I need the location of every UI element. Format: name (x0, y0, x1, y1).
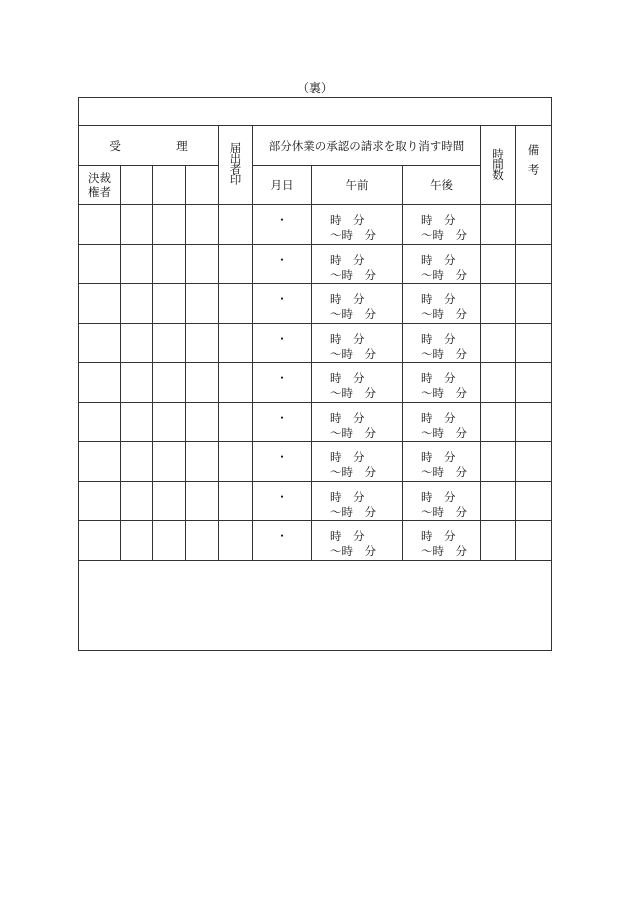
am-time-cell[interactable] (312, 284, 403, 324)
receipt-cell[interactable] (153, 481, 186, 521)
receipt-cell[interactable] (121, 284, 153, 324)
pm-time-cell[interactable] (403, 363, 481, 403)
receipt-cell[interactable] (186, 244, 219, 284)
am-end-time: ～時 分 (330, 465, 376, 479)
pm-time-cell[interactable] (403, 205, 481, 245)
receipt-cell[interactable] (186, 442, 219, 482)
am-start-time: 時 分 (330, 450, 365, 464)
approver-stamp-cell[interactable] (121, 166, 153, 205)
pm-start-time: 時 分 (421, 252, 456, 267)
applicant-seal-cell[interactable] (219, 363, 253, 403)
pm-start-time: 時 分 (421, 489, 456, 504)
pm-end-time: ～時 分 (421, 386, 467, 400)
month-day-separator: ・ (276, 529, 288, 543)
pm-end-time: ～時 分 (421, 307, 467, 321)
month-day-cell[interactable] (253, 284, 312, 324)
pm-header: 午後 (403, 166, 481, 205)
month-day-separator: ・ (276, 331, 288, 346)
receipt-label-a: 受 (109, 138, 121, 153)
receipt-cell[interactable] (186, 205, 219, 245)
hours-cell[interactable] (481, 244, 516, 284)
month-day-separator: ・ (276, 371, 288, 385)
pm-start-time: 時 分 (421, 331, 456, 346)
hours-cell[interactable] (481, 323, 516, 363)
cancel-partial-leave-form (78, 97, 552, 651)
pm-time-cell[interactable] (403, 442, 481, 482)
remarks-cell[interactable] (516, 521, 552, 561)
am-end-time: ～時 分 (330, 267, 376, 282)
receipt-cell[interactable] (79, 244, 121, 284)
month-day-cell[interactable] (253, 244, 312, 284)
applicant-seal-cell[interactable] (219, 323, 253, 363)
receipt-cell[interactable] (121, 402, 153, 442)
pm-time-cell[interactable] (403, 521, 481, 561)
am-time-cell[interactable] (312, 205, 403, 245)
receipt-cell[interactable] (153, 323, 186, 363)
month-day-cell[interactable] (253, 481, 312, 521)
table-row (79, 521, 552, 561)
month-day-cell[interactable] (253, 521, 312, 561)
am-header: 午前 (312, 166, 403, 205)
remarks-header (516, 126, 552, 205)
am-start-time: 時 分 (330, 489, 365, 504)
pm-end-time: ～時 分 (421, 504, 467, 519)
approver-stamp-cell[interactable] (186, 166, 219, 205)
receipt-cell[interactable] (121, 244, 153, 284)
receipt-cell[interactable] (153, 442, 186, 482)
month-day-header: 月日 (253, 166, 312, 205)
receipt-cell[interactable] (186, 284, 219, 324)
table-row (79, 363, 552, 403)
receipt-cell[interactable] (186, 323, 219, 363)
approver-label: 決裁 権者 (79, 166, 121, 205)
receipt-cell[interactable] (79, 205, 121, 245)
notes-row (79, 560, 552, 650)
am-time-cell[interactable] (312, 244, 403, 284)
applicant-seal-label: 届出者印 (228, 142, 243, 184)
am-start-time: 時 分 (330, 213, 365, 227)
am-end-time: ～時 分 (330, 504, 376, 519)
receipt-cell[interactable] (79, 442, 121, 482)
pm-start-time: 時 分 (421, 450, 456, 464)
pm-end-time: ～時 分 (421, 544, 467, 558)
pm-time-cell[interactable] (403, 284, 481, 324)
month-day-cell[interactable] (253, 402, 312, 442)
month-day-separator: ・ (276, 489, 288, 504)
receipt-cell[interactable] (79, 402, 121, 442)
receipt-cell[interactable] (121, 205, 153, 245)
remarks-cell[interactable] (516, 402, 552, 442)
receipt-cell[interactable] (153, 363, 186, 403)
hours-cell[interactable] (481, 363, 516, 403)
pm-start-time: 時 分 (421, 410, 456, 425)
table-row (79, 284, 552, 324)
receipt-cell[interactable] (153, 284, 186, 324)
applicant-seal-cell[interactable] (219, 244, 253, 284)
pm-start-time: 時 分 (421, 213, 456, 227)
pm-time-cell[interactable] (403, 481, 481, 521)
receipt-cell[interactable] (186, 521, 219, 561)
am-end-time: ～時 分 (330, 425, 376, 440)
applicant-seal-cell[interactable] (219, 402, 253, 442)
remarks-cell[interactable] (516, 363, 552, 403)
hours-cell[interactable] (481, 442, 516, 482)
receipt-cell[interactable] (121, 442, 153, 482)
table-row (79, 323, 552, 363)
pm-end-time: ～時 分 (421, 267, 467, 282)
remarks-cell[interactable] (516, 244, 552, 284)
cancel-time-header: 部分休業の承認の請求を取り消す時間 (253, 126, 481, 166)
am-start-time: 時 分 (330, 371, 365, 385)
approver-stamp-cell[interactable] (153, 166, 186, 205)
remarks-cell[interactable] (516, 284, 552, 324)
am-time-cell[interactable] (312, 521, 403, 561)
month-day-separator: ・ (276, 292, 288, 306)
receipt-cell[interactable] (186, 363, 219, 403)
am-end-time: ～時 分 (330, 228, 376, 242)
receipt-cell[interactable] (121, 363, 153, 403)
pm-end-time: ～時 分 (421, 228, 467, 242)
am-start-time: 時 分 (330, 292, 365, 306)
am-start-time: 時 分 (330, 410, 365, 425)
am-time-cell[interactable] (312, 363, 403, 403)
remarks-label: 備考 (526, 144, 541, 183)
receipt-header (79, 126, 219, 166)
month-day-separator: ・ (276, 252, 288, 267)
table-row (79, 244, 552, 284)
remarks-cell[interactable] (516, 481, 552, 521)
am-start-time: 時 分 (330, 252, 365, 267)
receipt-label-b: 理 (176, 138, 188, 153)
receipt-cell[interactable] (186, 481, 219, 521)
hours-cell[interactable] (481, 521, 516, 561)
hours-label: 時間数 (491, 147, 505, 180)
pm-end-time: ～時 分 (421, 465, 467, 479)
applicant-seal-cell[interactable] (219, 205, 253, 245)
pm-time-cell[interactable] (403, 323, 481, 363)
pm-end-time: ～時 分 (421, 346, 467, 361)
receipt-cell[interactable] (121, 323, 153, 363)
applicant-seal-cell[interactable] (219, 481, 253, 521)
am-time-cell[interactable] (312, 442, 403, 482)
pm-time-cell[interactable] (403, 244, 481, 284)
receipt-cell[interactable] (121, 521, 153, 561)
applicant-seal-cell[interactable] (219, 442, 253, 482)
month-day-separator: ・ (276, 410, 288, 425)
pm-start-time: 時 分 (421, 292, 456, 306)
table-row (79, 442, 552, 482)
receipt-cell[interactable] (79, 363, 121, 403)
am-end-time: ～時 分 (330, 544, 376, 558)
receipt-cell[interactable] (153, 521, 186, 561)
am-time-cell[interactable] (312, 323, 403, 363)
receipt-cell[interactable] (79, 323, 121, 363)
month-day-cell[interactable] (253, 442, 312, 482)
hours-cell[interactable] (481, 402, 516, 442)
applicant-seal-header (219, 126, 253, 205)
month-day-cell[interactable] (253, 363, 312, 403)
month-day-cell[interactable] (253, 205, 312, 245)
month-day-separator: ・ (276, 450, 288, 464)
receipt-cell[interactable] (121, 481, 153, 521)
pm-time-cell[interactable] (403, 402, 481, 442)
receipt-cell[interactable] (79, 521, 121, 561)
remarks-cell[interactable] (516, 323, 552, 363)
table-row (79, 481, 552, 521)
am-time-cell[interactable] (312, 402, 403, 442)
hours-header (481, 126, 516, 205)
pm-start-time: 時 分 (421, 371, 456, 385)
receipt-cell[interactable] (153, 402, 186, 442)
am-time-cell[interactable] (312, 481, 403, 521)
receipt-cell[interactable] (186, 402, 219, 442)
am-start-time: 時 分 (330, 331, 365, 346)
month-day-separator: ・ (276, 213, 288, 227)
am-end-time: ～時 分 (330, 346, 376, 361)
hours-cell[interactable] (481, 284, 516, 324)
month-day-cell[interactable] (253, 323, 312, 363)
am-end-time: ～時 分 (330, 386, 376, 400)
receipt-cell[interactable] (79, 284, 121, 324)
page-side-caption: （裏） (296, 81, 333, 95)
form-title-blank-cell[interactable] (79, 98, 552, 126)
pm-end-time: ～時 分 (421, 425, 467, 440)
am-end-time: ～時 分 (330, 307, 376, 321)
receipt-cell[interactable] (153, 244, 186, 284)
applicant-seal-cell[interactable] (219, 284, 253, 324)
applicant-seal-cell[interactable] (219, 521, 253, 561)
hours-cell[interactable] (481, 205, 516, 245)
hours-cell[interactable] (481, 481, 516, 521)
remarks-cell[interactable] (516, 205, 552, 245)
table-row (79, 402, 552, 442)
table-row (79, 205, 552, 245)
receipt-cell[interactable] (153, 205, 186, 245)
am-start-time: 時 分 (330, 529, 365, 543)
pm-start-time: 時 分 (421, 529, 456, 543)
notes-area[interactable] (79, 560, 552, 650)
remarks-cell[interactable] (516, 442, 552, 482)
receipt-cell[interactable] (79, 481, 121, 521)
